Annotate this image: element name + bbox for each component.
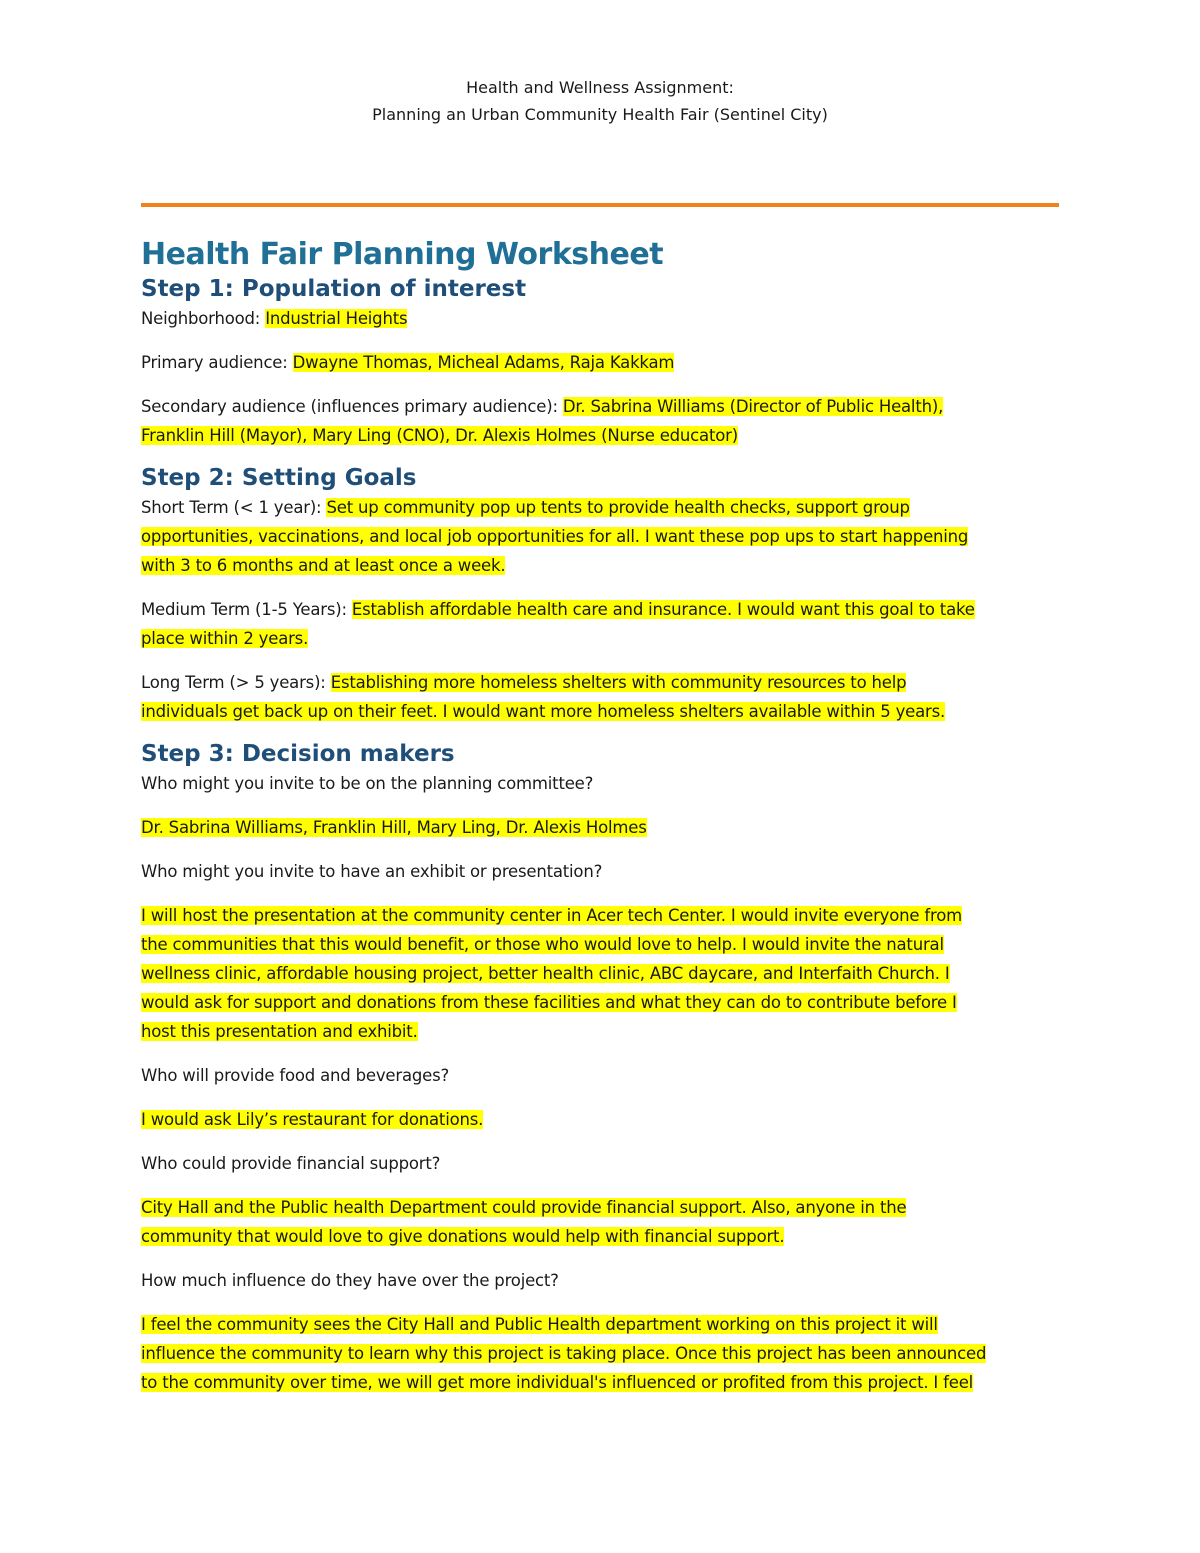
answer-exhibit-text-1: I will host the presentation at the community center in Acer tech Center. I would invite everyone from: [141, 906, 962, 925]
short-term-value-2: opportunities, vaccinations, and local job opportunities for all. I want these pop ups to start happening: [141, 527, 969, 546]
header-line-2: Planning an Urban Community Health Fair (Sentinel City): [372, 105, 828, 124]
neighborhood-label: Neighborhood:: [141, 309, 266, 328]
answer-exhibit-text-4: would ask for support and donations from these facilities and what they can do to contribute before I: [141, 993, 957, 1012]
answer-planning-committee-text: Dr. Sabrina Williams, Franklin Hill, Mary Ling, Dr. Alexis Holmes: [141, 818, 647, 837]
neighborhood-value: Industrial Heights: [265, 309, 408, 328]
question-planning-committee: Who might you invite to be on the planning committee?: [141, 774, 594, 793]
short-term-value-1: Set up community pop up tents to provide health checks, support group: [326, 498, 910, 517]
medium-term-line-2: [141, 624, 1061, 653]
header-line-1: Health and Wellness Assignment:: [466, 78, 734, 97]
answer-financial-line-2: [141, 1222, 1061, 1251]
question-exhibit: Who might you invite to have an exhibit or presentation?: [141, 862, 603, 881]
page-title: Health Fair Planning Worksheet: [141, 237, 664, 272]
question-influence: How much influence do they have over the project?: [141, 1271, 559, 1290]
step3-heading: Step 3: Decision makers: [141, 741, 455, 767]
step2-heading: Step 2: Setting Goals: [141, 465, 417, 491]
answer-exhibit-text-3: wellness clinic, affordable housing project, better health clinic, ABC daycare, and Interfaith Church. I: [141, 964, 950, 983]
answer-exhibit-line-3: [141, 959, 1061, 988]
secondary-audience-line: [141, 392, 1061, 421]
secondary-audience-value-2: Franklin Hill (Mayor), Mary Ling (CNO), Dr. Alexis Holmes (Nurse educator): [141, 426, 738, 445]
neighborhood-line: [141, 304, 1061, 333]
answer-exhibit-line-2: [141, 930, 1061, 959]
primary-audience-value: Dwayne Thomas, Micheal Adams, Raja Kakkam: [292, 353, 675, 372]
primary-audience-label: Primary audience:: [141, 353, 293, 372]
answer-exhibit-line-5: [141, 1017, 1061, 1046]
answer-exhibit-text-2: the communities that this would benefit, or those who would love to help. I would invite the natural: [141, 935, 944, 954]
answer-influence-line-2: [141, 1339, 1061, 1368]
primary-audience-line: [141, 348, 1061, 377]
long-term-value-2: individuals get back up on their feet. I would want more homeless shelters available within 5 years.: [141, 702, 946, 721]
answer-food-text: I would ask Lily’s restaurant for donations.: [141, 1110, 484, 1129]
long-term-label: Long Term (> 5 years):: [141, 673, 331, 692]
short-term-value-3: with 3 to 6 months and at least once a week.: [141, 556, 506, 575]
answer-planning-committee: [141, 813, 1061, 842]
medium-term-value-2: place within 2 years.: [141, 629, 309, 648]
secondary-audience-label: Secondary audience (influences primary audience):: [141, 397, 563, 416]
question-financial: Who could provide financial support?: [141, 1154, 441, 1173]
answer-exhibit-line-4: [141, 988, 1061, 1017]
long-term-line-2: [141, 697, 1061, 726]
answer-influence-text-1: I feel the community sees the City Hall and Public Health department working on this project it will: [141, 1315, 938, 1334]
answer-influence-text-2: influence the community to learn why this project is taking place. Once this project has been announced: [141, 1344, 987, 1363]
medium-term-label: Medium Term (1-5 Years):: [141, 600, 352, 619]
medium-term-line: [141, 595, 1061, 624]
long-term-value-1: Establishing more homeless shelters with community resources to help: [330, 673, 907, 692]
answer-exhibit-line-1: [141, 901, 1061, 930]
secondary-audience-line-2: [141, 421, 1061, 450]
long-term-line: [141, 668, 1061, 697]
step1-heading: Step 1: Population of interest: [141, 276, 527, 302]
answer-exhibit-text-5: host this presentation and exhibit.: [141, 1022, 418, 1041]
short-term-line-2: [141, 522, 1061, 551]
worksheet-body: [141, 236, 1061, 1397]
short-term-label: Short Term (< 1 year):: [141, 498, 327, 517]
page-header: [0, 74, 1200, 128]
secondary-audience-value-1: Dr. Sabrina Williams (Director of Public Health),: [562, 397, 944, 416]
answer-financial-line-1: [141, 1193, 1061, 1222]
short-term-line: [141, 493, 1061, 522]
title-divider: [141, 203, 1059, 207]
medium-term-value-1: Establish affordable health care and insurance. I would want this goal to take: [351, 600, 975, 619]
answer-financial-text-2: community that would love to give donations would help with financial support.: [141, 1227, 785, 1246]
answer-influence-line-1: [141, 1310, 1061, 1339]
question-food: Who will provide food and beverages?: [141, 1066, 450, 1085]
short-term-line-3: [141, 551, 1061, 580]
answer-influence-text-3: to the community over time, we will get more individual's influenced or profited from this project. I feel: [141, 1373, 974, 1392]
answer-influence-line-3: [141, 1368, 1061, 1397]
answer-food: [141, 1105, 1061, 1134]
answer-financial-text-1: City Hall and the Public health Department could provide financial support. Also, anyone in the: [141, 1198, 907, 1217]
